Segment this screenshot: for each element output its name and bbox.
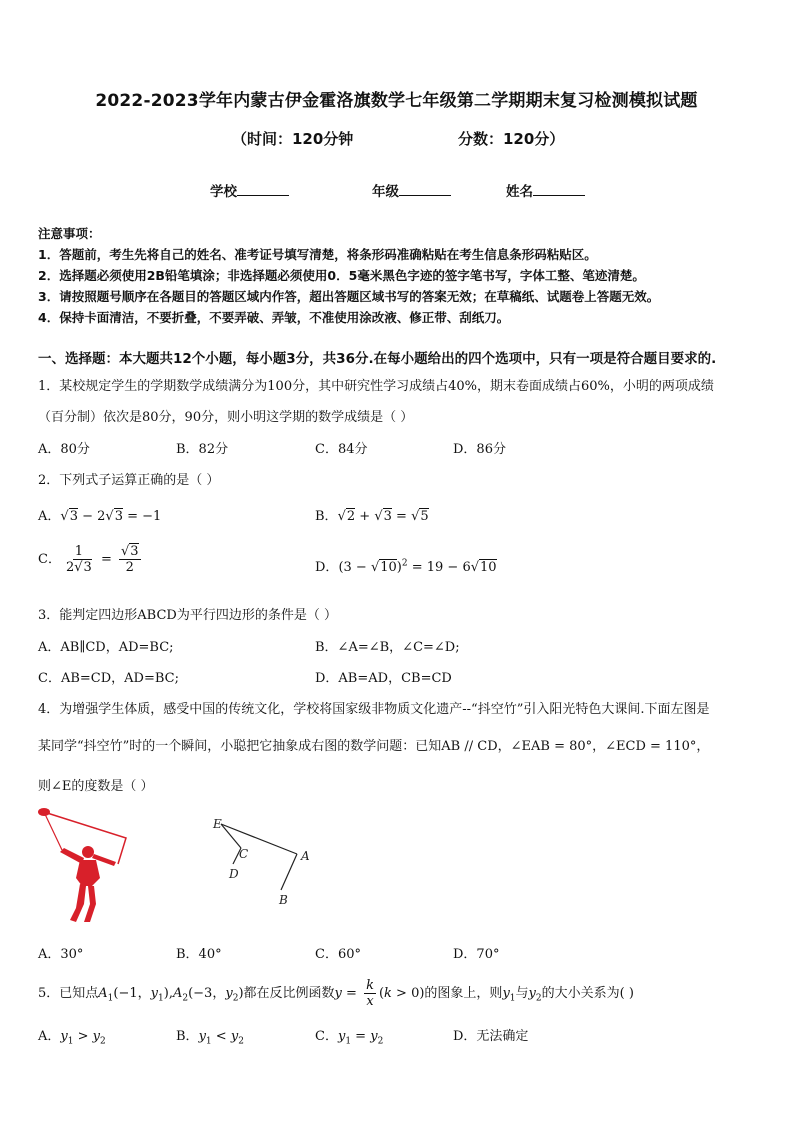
notice-item: 1．答题前，考生先将自己的姓名、准考证号填写清楚，将条形码准确粘贴在考生信息条形码粘贴区。	[38, 247, 597, 262]
stem-text: 都在反比例函数	[243, 986, 335, 1001]
option-d[interactable]: D．70°	[453, 947, 500, 962]
point-label-A: A	[301, 849, 310, 863]
option-label: B．	[315, 509, 338, 524]
name-field	[506, 180, 585, 200]
name-blank[interactable]	[533, 182, 585, 196]
question-1-line-1: 1．某校规定学生的学期数学成绩满分为100分，其中研究性学习成绩占40%，期末卷面成绩占60%，小明的两项成绩	[38, 379, 714, 394]
score-info: 分数：120分）	[458, 130, 565, 148]
option-b[interactable]: B．40°	[176, 947, 222, 962]
question-5-stem: 5．已知点$A_1(-1$，$y_1),A_2(-3$，$y_2$)都在反比例函数y = $\frac{k}{x}$ (k > 0)的图象上，则$y_1$与$y_2$的大小关系为( )	[38, 978, 634, 1009]
segment-AB	[281, 854, 297, 890]
notice-heading: 注意事项：	[38, 226, 101, 241]
grade-label: 年级	[372, 184, 399, 200]
name-label: 姓名	[506, 184, 533, 200]
school-label: 学校	[210, 184, 237, 200]
option-a[interactable]: A．80分	[38, 442, 90, 457]
option-c[interactable]: C．60°	[315, 947, 361, 962]
question-3-stem: 3．能判定四边形ABCD为平行四边形的条件是（ ）	[38, 608, 337, 623]
grade-field	[372, 180, 451, 200]
option-c[interactable]: C． $\frac{1}{2√3}$ = $\frac{√3}{2}$	[38, 544, 139, 575]
option-a[interactable]: A．AB∥CD，AD=BC;	[38, 640, 174, 655]
option-label: B．	[176, 1029, 199, 1044]
question-4-line-2: 某同学“抖空竹”时的一个瞬间，小聪把它抽象成右图的数学问题：已知AB // CD，∠EAB = 80°，∠ECD = 110°，	[38, 739, 710, 754]
option-d[interactable]: D．$(3 - √10)^2 = 19 - 6√10$	[315, 558, 497, 575]
option-a[interactable]: A．√3 − 2√3 = −1	[38, 509, 162, 524]
stem-text: 的大小关系为( )	[541, 986, 634, 1001]
notice-item: 3．请按照题号顺序在各题目的答题区域内作答，超出答题区域书写的答案无效；在草稿纸、试题卷上答题无效。	[38, 289, 660, 304]
option-c[interactable]: C．AB=CD，AD=BC;	[38, 671, 179, 686]
stem-text: 5．已知点	[38, 986, 99, 1001]
point-label-E: E	[213, 817, 222, 831]
point-label-D: D	[229, 867, 239, 881]
option-d[interactable]: D．AB=AD，CB=CD	[315, 671, 452, 686]
question-1-line-2: （百分制）依次是80分，90分，则小明这学期的数学成绩是（ ）	[38, 410, 414, 425]
option-b[interactable]: B．√2 + √3 = √5	[315, 509, 429, 524]
option-label: C．	[315, 1029, 338, 1044]
grade-blank[interactable]	[399, 182, 451, 196]
option-c[interactable]: C．84分	[315, 442, 368, 457]
school-blank[interactable]	[237, 182, 289, 196]
question-2-stem: 2．下列式子运算正确的是（ ）	[38, 473, 220, 488]
stem-text: 的图象上，则	[424, 986, 503, 1001]
school-field	[210, 180, 289, 200]
option-d[interactable]: D．86分	[453, 442, 506, 457]
question-4-line-1: 4．为增强学生体质，感受中国的传统文化，学校将国家级非物质文化遗产--“抖空竹”引入阳光特色大课间.下面左图是	[38, 702, 710, 717]
option-c[interactable]: C．$y_1 = y_2$	[315, 1029, 384, 1047]
question-4-line-3: 则∠E的度数是（ ）	[38, 779, 154, 794]
option-label: D．	[315, 560, 339, 575]
geometry-diagram	[205, 812, 325, 912]
option-label: C．	[38, 552, 61, 567]
option-a[interactable]: A．30°	[38, 947, 84, 962]
option-label: A．	[38, 1029, 61, 1044]
option-a[interactable]: A．$y_1 > y_2$	[38, 1029, 106, 1047]
notice-item: 4．保持卡面清洁，不要折叠，不要弄破、弄皱，不准使用涂改液、修正带、刮纸刀。	[38, 310, 510, 325]
option-b[interactable]: B．∠A=∠B，∠C=∠D;	[315, 640, 460, 655]
point-label-B: B	[279, 893, 288, 907]
notice-item: 2．选择题必须使用2B铅笔填涂；非选择题必须使用0．5毫米黑色字迹的签字笔书写，字体工整、笔迹清楚。	[38, 268, 645, 283]
option-b[interactable]: B．82分	[176, 442, 229, 457]
page-title: 2022-2023学年内蒙古伊金霍洛旗数学七年级第二学期期末复习检测模拟试题	[95, 91, 698, 111]
option-d[interactable]: D．无法确定	[453, 1029, 529, 1044]
option-b[interactable]: B．$y_1 < y_2$	[176, 1029, 244, 1047]
section-heading: 一、选择题：本大题共12个小题，每小题3分，共36分.在每小题给出的四个选项中，只有一项是符合题目要求的.	[38, 351, 717, 367]
diabolo-player-figure	[30, 804, 140, 926]
time-info: （时间：120分钟	[232, 130, 354, 148]
segment-EA	[221, 824, 297, 854]
option-label: A．	[38, 509, 61, 524]
point-label-C: C	[239, 847, 249, 861]
